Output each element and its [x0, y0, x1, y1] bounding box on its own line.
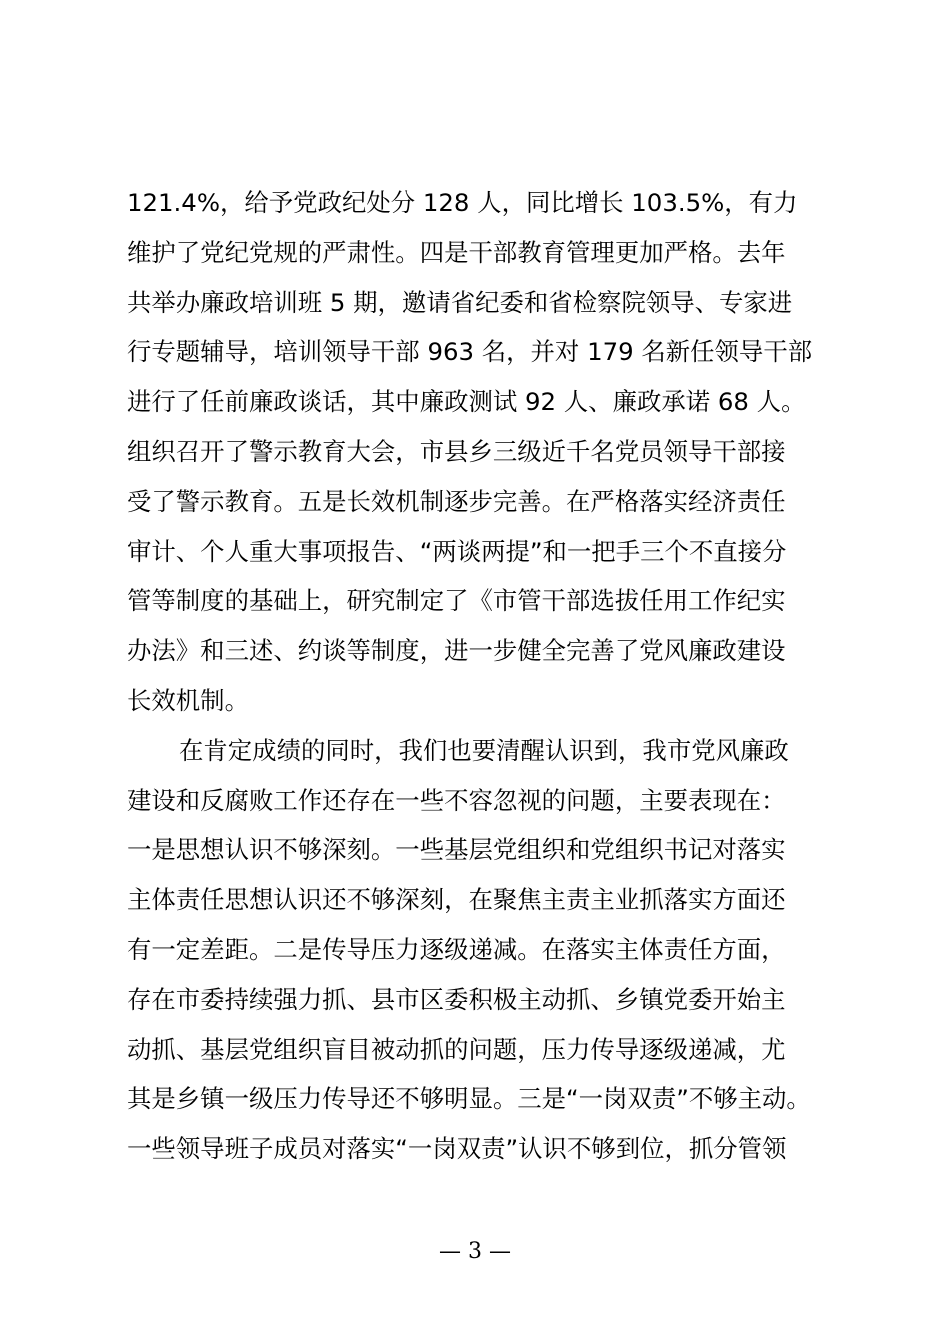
document-body	[127, 178, 823, 1174]
text-line: 121.4%，给予党政纪处分 128 人，同比增长 103.5%，有力	[127, 188, 798, 217]
text-line: 进行了任前廉政谈话，其中廉政测试 92 人、廉政承诺 68 人。	[127, 387, 806, 417]
text-line: 一些领导班子成员对落实“一岗双责”认识不够到位，抓分管领	[127, 1134, 787, 1164]
page-number: — 3 —	[439, 1239, 511, 1264]
text-line: 动抓、基层党组织盲目被动抓的问题，压力传导逐级递减，尤	[127, 1034, 786, 1064]
text-line: 主体责任思想认识还不够深刻，在聚焦主责主业抓落实方面还	[127, 885, 786, 915]
text-line: 组织召开了警示教育大会，市县乡三级近千名党员领导干部接	[127, 436, 786, 466]
text-line: 有一定差距。二是传导压力逐级递减。在落实主体责任方面，	[127, 934, 786, 964]
text-line: 维护了党纪党规的严肃性。四是干部教育管理更加严格。去年	[127, 237, 786, 267]
paragraph-2	[127, 726, 823, 1174]
text-line: 受了警示教育。五是长效机制逐步完善。在严格落实经济责任	[127, 486, 786, 516]
text-line: 审计、个人重大事项报告、“两谈两提”和一把手三个不直接分	[127, 536, 787, 566]
text-line: 一是思想认识不够深刻。一些基层党组织和党组织书记对落实	[127, 835, 786, 865]
text-line: 其是乡镇一级压力传导还不够明显。三是“一岗双责”不够主动。	[127, 1084, 811, 1114]
text-line: 建设和反腐败工作还存在一些不容忽视的问题，主要表现在：	[127, 785, 786, 815]
text-line: 存在市委持续强力抓、县市区委积极主动抓、乡镇党委开始主	[127, 984, 786, 1014]
text-line: 行专题辅导，培训领导干部 963 名，并对 179 名新任领导干部	[127, 337, 813, 367]
paragraph-1	[127, 178, 823, 726]
text-line: 共举办廉政培训班 5 期，邀请省纪委和省检察院领导、专家进	[127, 287, 793, 317]
text-line: 长效机制。	[127, 685, 249, 715]
text-line: 管等制度的基础上，研究制定了《市管干部选拔任用工作纪实	[127, 586, 786, 616]
text-line: 办法》和三述、约谈等制度，进一步健全完善了党风廉政建设	[127, 636, 786, 666]
text-line: 在肯定成绩的同时，我们也要清醒认识到，我市党风廉政	[179, 735, 789, 765]
